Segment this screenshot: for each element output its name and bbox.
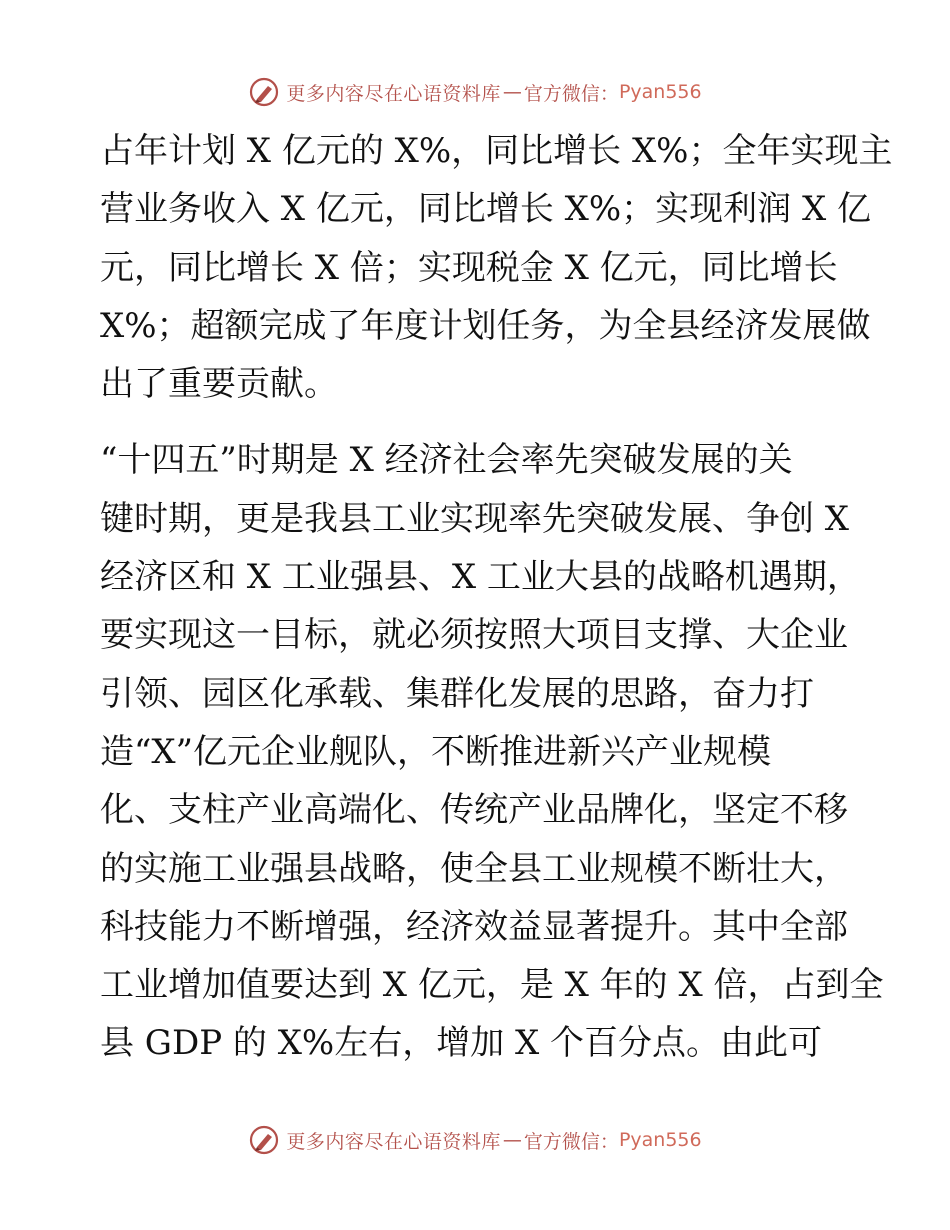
text-line: 引领、园区化承载、集群化发展的思路，奋力打 (100, 673, 814, 714)
watermark-brand: 更多内容尽在心语资料库 (286, 1130, 501, 1153)
text-line: “十四五”时期是 X 经济社会率先突破发展的关 (100, 440, 793, 481)
text-line: 工业增加值要达到 X 亿元，是 X 年的 X 倍，占到全 (100, 965, 884, 1006)
paragraph-2 (100, 431, 884, 1072)
paragraph-gap (100, 413, 860, 431)
text-line: 出了重要贡献。 (100, 364, 338, 405)
watermark-separator: — (502, 1129, 522, 1151)
pen-logo-icon (248, 76, 280, 108)
watermark-header (0, 72, 950, 112)
text-line: 营业务收入 X 亿元，同比增长 X%；实现利润 X 亿 (100, 189, 871, 230)
text-line: X%；超额完成了年度计划任务，为全县经济发展做 (100, 305, 871, 346)
watermark-wechat-label: 官方微信： (523, 1130, 619, 1153)
paragraph-1 (100, 122, 893, 413)
text-line: 键时期，更是我县工业实现率先突破发展、争创 X (100, 498, 850, 539)
text-line: 科技能力不断增强，经济效益显著提升。其中全部 (100, 906, 848, 947)
text-line: 元，同比增长 X 倍；实现税金 X 亿元，同比增长 (100, 247, 838, 288)
text-line: 县 GDP 的 X%左右，增加 X 个百分点。由此可 (100, 1023, 823, 1064)
watermark-wechat-id: Pyan556 (618, 81, 702, 103)
watermark-wechat-id: Pyan556 (618, 1129, 702, 1151)
text-line: 的实施工业强县战略，使全县工业规模不断壮大， (100, 848, 848, 889)
watermark-brand: 更多内容尽在心语资料库 (286, 82, 501, 105)
watermark-wechat-label: 官方微信： (523, 82, 619, 105)
text-line: 化、支柱产业高端化、传统产业品牌化，坚定不移 (100, 790, 848, 831)
watermark-separator: — (502, 81, 522, 103)
text-line: 造“X”亿元企业舰队，不断推进新兴产业规模 (100, 731, 771, 772)
text-line: 要实现这一目标，就必须按照大项目支撑、大企业 (100, 615, 848, 656)
pen-logo-icon (248, 1124, 280, 1156)
text-line: 经济区和 X 工业强县、X 工业大县的战略机遇期， (100, 557, 861, 598)
watermark-footer (0, 1120, 950, 1160)
text-line: 占年计划 X 亿元的 X%，同比增长 X%；全年实现主 (100, 131, 893, 171)
document-body (100, 122, 893, 1073)
